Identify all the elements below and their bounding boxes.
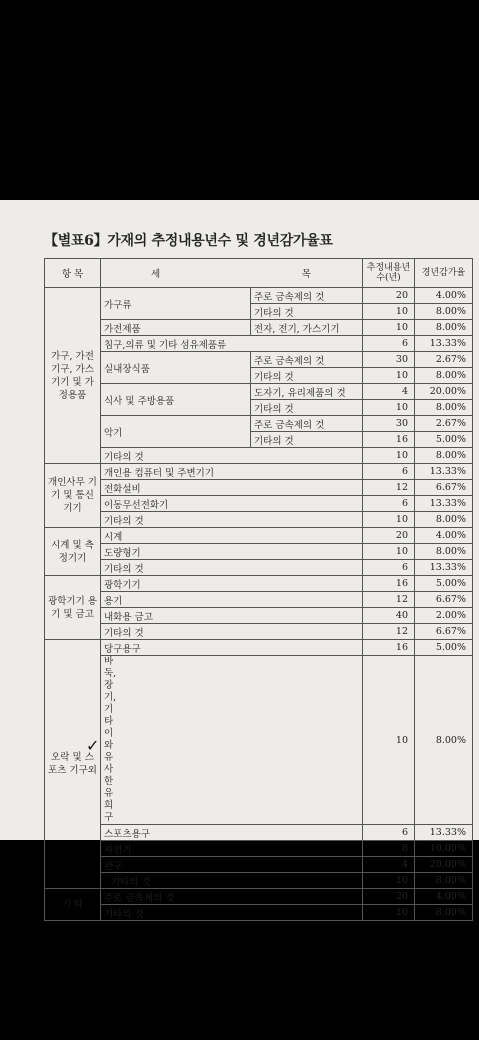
header-rate: 경년감가율 [415,259,473,288]
years-cell: 6 [363,560,415,576]
rate-cell: 13.33% [415,560,473,576]
subitem-cell: 기타의 것 [101,512,363,528]
table-row [45,905,473,921]
rate-cell: 5.00% [415,432,473,448]
table-row [45,512,473,528]
table-row [45,889,473,905]
rate-cell: 8.00% [415,544,473,560]
years-cell: 10 [363,304,415,320]
subitem-cell: 식사 및 주방용품 [101,384,251,416]
subitem-cell: 스포츠용구 [101,825,363,841]
subitem-cell: 당구용구 [101,640,363,656]
rate-cell: 8.00% [415,905,473,921]
rate-cell: 13.33% [415,464,473,480]
years-cell: 4 [363,857,415,873]
years-cell: 6 [363,496,415,512]
subitem-cell: 기타의 것 [101,448,363,464]
table-row [45,464,473,480]
years-cell: 30 [363,352,415,368]
detail-cell: 기타의 것 [251,432,363,448]
years-cell: 12 [363,592,415,608]
document-page [0,200,479,920]
table-row [45,288,473,304]
years-cell: 10 [363,656,415,825]
rate-cell: 8.00% [415,656,473,825]
rate-cell: 4.00% [415,889,473,905]
subitem-cell: 시계 [101,528,363,544]
detail-cell: 기타의 것 [251,304,363,320]
subitem-cell: 전화설비 [101,480,363,496]
table-row [45,560,473,576]
rate-cell: 13.33% [415,825,473,841]
rate-cell: 5.00% [415,576,473,592]
header-detail-left: 세 [101,259,251,288]
group-label: 기 타 [45,889,101,921]
table-row [45,825,473,841]
rate-cell: 8.00% [415,512,473,528]
rate-cell: 4.00% [415,288,473,304]
years-cell: 30 [363,416,415,432]
table-row [45,608,473,624]
group-label: 시계 및 측정기기 [45,528,101,576]
years-cell: 10 [363,368,415,384]
subitem-cell: 가전제품 [101,320,251,336]
subitem-cell: 개인용 컴퓨터 및 주변기기 [101,464,363,480]
years-cell: 10 [363,320,415,336]
subitem-cell: 완구 [101,857,363,873]
subitem-cell: 가구류 [101,288,251,320]
years-cell: 16 [363,576,415,592]
years-cell: 10 [363,448,415,464]
subitem-cell: 용기 [101,592,363,608]
rate-cell: 10.00% [415,841,473,857]
years-cell: 8 [363,841,415,857]
years-cell: 10 [363,512,415,528]
table-row [45,576,473,592]
subitem-cell: 기타의 것 [101,560,363,576]
table-row [45,320,473,336]
document-title: 【별표6】가재의 추정내용년수 및 경년감가율표 [44,233,333,249]
rate-cell: 13.33% [415,336,473,352]
rate-cell: 6.67% [415,592,473,608]
depreciation-table [44,258,473,921]
table-row [45,640,473,656]
rate-cell: 2.00% [415,608,473,624]
table-row [45,496,473,512]
years-cell: 12 [363,624,415,640]
years-cell: 10 [363,905,415,921]
table-row [45,873,473,889]
table-row [45,416,473,432]
detail-cell: 전자, 전기, 가스기기 [251,320,363,336]
table-header-row [45,259,473,288]
rate-cell: 8.00% [415,368,473,384]
group-label: 개인사무 기기 및 통신기기 [45,464,101,528]
rate-cell: 8.00% [415,448,473,464]
rate-cell: 6.67% [415,624,473,640]
subitem-cell: 바둑, 장기, 기타 이와 유사한 유희구 [101,656,363,825]
years-cell: 16 [363,640,415,656]
rate-cell: 5.00% [415,640,473,656]
detail-cell: 도자기, 유리제품의 것 [251,384,363,400]
rate-cell: 2.67% [415,416,473,432]
subitem-cell: 이동무선전화기 [101,496,363,512]
years-cell: 6 [363,825,415,841]
years-cell: 6 [363,336,415,352]
rate-cell: 20.00% [415,384,473,400]
years-cell: 4 [363,384,415,400]
rate-cell: 6.67% [415,480,473,496]
table-row [45,480,473,496]
table-row [45,544,473,560]
table-row [45,592,473,608]
detail-cell: 주로 금속제의 것 [251,352,363,368]
table-row [45,528,473,544]
table-row [45,841,473,857]
detail-cell: 기타의 것 [251,400,363,416]
subitem-cell: 실내장식품 [101,352,251,384]
table-row [45,624,473,640]
years-cell: 6 [363,464,415,480]
detail-cell: 주로 금속제의 것 [251,416,363,432]
detail-cell: 주로 금속제의 것 [251,288,363,304]
subitem-cell: 침구,의류 및 기타 섬유제품류 [101,336,363,352]
subitem-cell: 광학기기 [101,576,363,592]
subitem-cell: 기타의 것 [101,624,363,640]
subitem-cell: 내화용 금고 [101,608,363,624]
rate-cell: 8.00% [415,873,473,889]
years-cell: 20 [363,889,415,905]
rate-cell: 8.00% [415,304,473,320]
rate-cell: 8.00% [415,320,473,336]
subitem-cell: 기타의 것 [101,873,363,889]
group-label: 오락 및 스포츠 기구외 [45,640,101,889]
years-cell: 10 [363,544,415,560]
table-row [45,352,473,368]
years-cell: 10 [363,873,415,889]
header-years: 추정내용년수(년) [363,259,415,288]
header-detail-right: 목 [251,259,363,288]
subitem-cell: 주로 금속제의 것 [101,889,363,905]
rate-cell: 4.00% [415,528,473,544]
rate-cell: 8.00% [415,400,473,416]
table-row [45,656,473,825]
subitem-cell: 기타의 것 [101,905,363,921]
subitem-cell: 자전거 [101,841,363,857]
detail-cell: 기타의 것 [251,368,363,384]
rate-cell: 2.67% [415,352,473,368]
table-row [45,448,473,464]
rate-cell: 20.00% [415,857,473,873]
years-cell: 10 [363,400,415,416]
subitem-cell: 도량형기 [101,544,363,560]
years-cell: 20 [363,528,415,544]
handwritten-check-icon: ✓ [86,736,100,755]
subitem-cell: 악기 [101,416,251,448]
header-item: 항 목 [45,259,101,288]
years-cell: 16 [363,432,415,448]
group-label: 광학기기 용기 및 금고 [45,576,101,640]
table-row [45,384,473,400]
years-cell: 40 [363,608,415,624]
table-row [45,857,473,873]
years-cell: 12 [363,480,415,496]
table-row [45,336,473,352]
rate-cell: 13.33% [415,496,473,512]
group-label: 가구, 가전기구, 가스기기 및 가정용품 [45,288,101,464]
years-cell: 20 [363,288,415,304]
